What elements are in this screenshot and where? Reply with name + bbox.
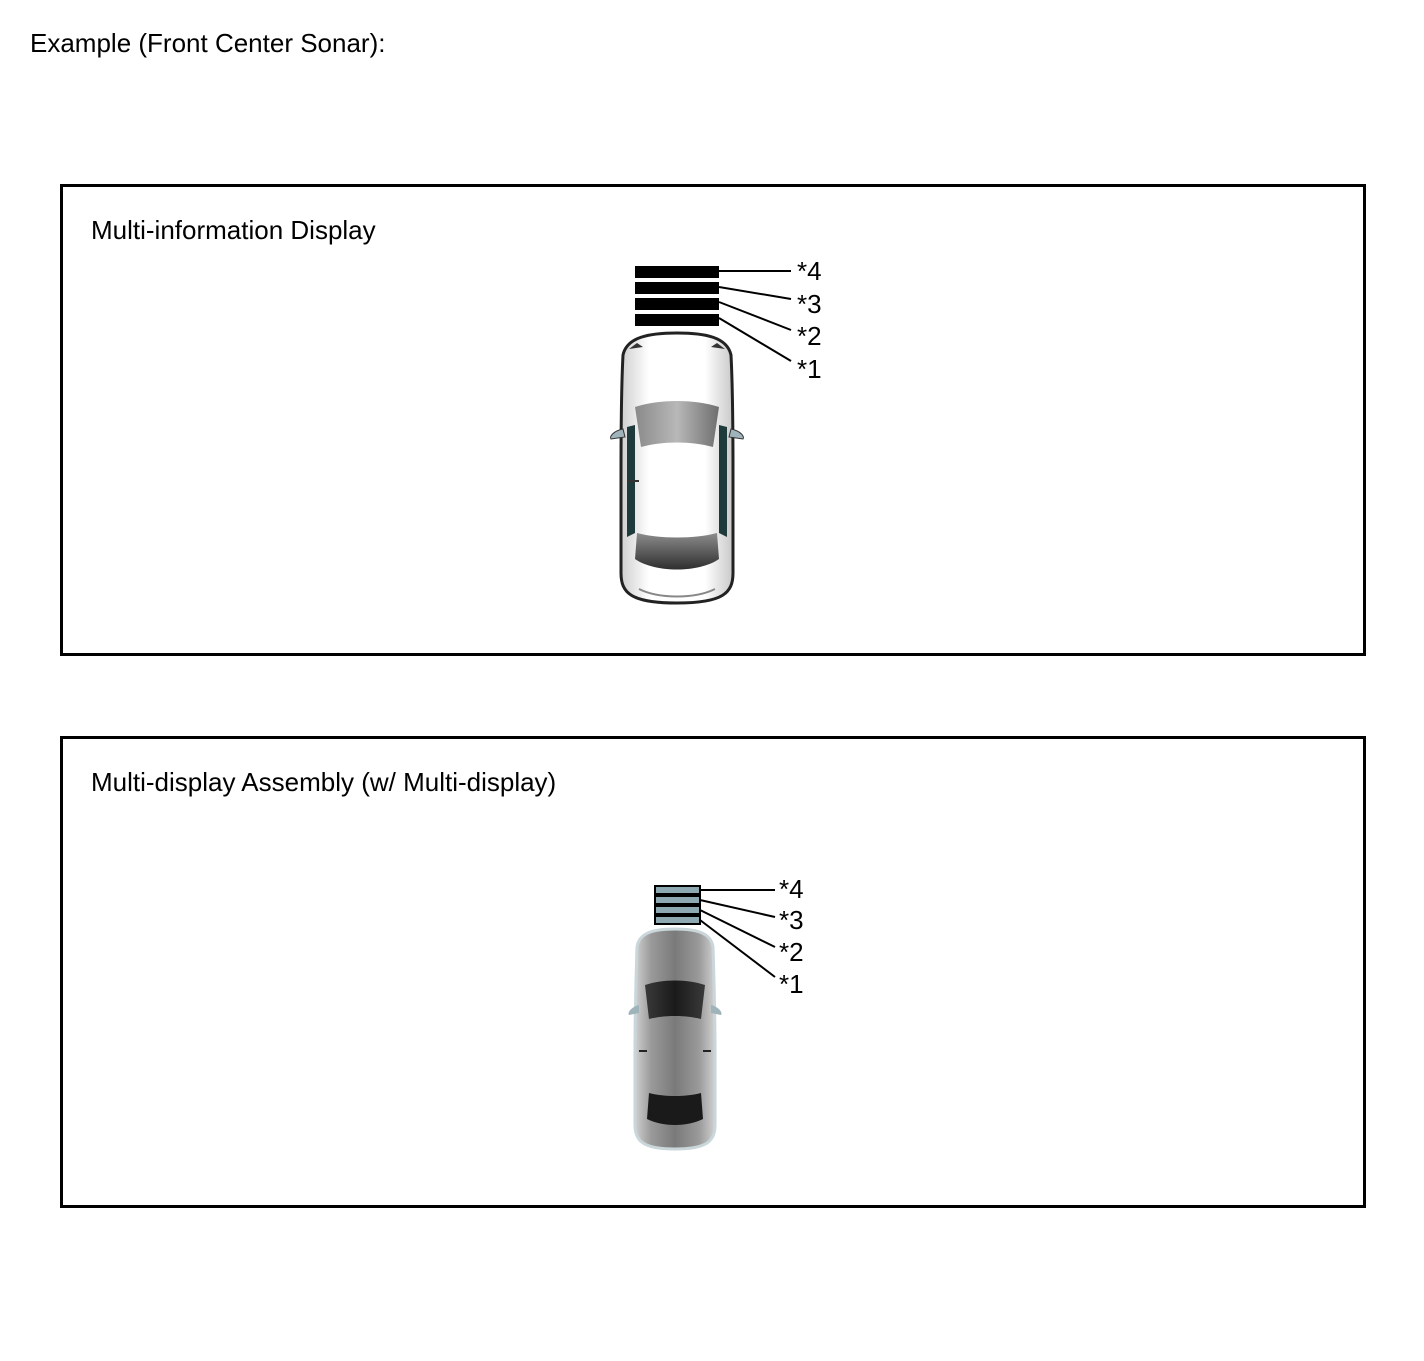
sonar-bar-1 bbox=[655, 916, 700, 924]
multi-information-display-panel bbox=[60, 184, 1366, 656]
sonar-bar-4 bbox=[655, 886, 700, 894]
label-star-4: *4 bbox=[797, 256, 822, 286]
multi-display-assembly-panel bbox=[60, 736, 1366, 1208]
car-top-view-icon bbox=[628, 929, 721, 1149]
label-star-4: *4 bbox=[779, 874, 804, 904]
sonar-segment-bars-icon bbox=[655, 886, 700, 924]
page-title: Example (Front Center Sonar): bbox=[30, 28, 386, 58]
sonar-bar-4 bbox=[635, 266, 719, 278]
label-star-3: *3 bbox=[797, 289, 822, 319]
car-top-view-icon bbox=[611, 333, 744, 603]
label-star-2: *2 bbox=[797, 321, 822, 351]
label-star-3: *3 bbox=[779, 905, 804, 935]
sonar-bar-3 bbox=[635, 282, 719, 294]
sonar-bar-1 bbox=[635, 314, 719, 326]
label-star-1: *1 bbox=[797, 354, 822, 384]
sonar-segment-bars-icon bbox=[635, 266, 719, 326]
leader-lines bbox=[719, 271, 791, 361]
panel-title: Multi-information Display bbox=[91, 215, 376, 245]
sonar-diagram bbox=[63, 739, 1369, 1211]
sonar-bar-2 bbox=[655, 906, 700, 914]
panel-title: Multi-display Assembly (w/ Multi-display) bbox=[91, 767, 557, 797]
sonar-bar-3 bbox=[655, 896, 700, 904]
sonar-diagram bbox=[63, 187, 1369, 659]
label-star-1: *1 bbox=[779, 969, 804, 999]
label-star-2: *2 bbox=[779, 937, 804, 967]
sonar-bar-2 bbox=[635, 298, 719, 310]
